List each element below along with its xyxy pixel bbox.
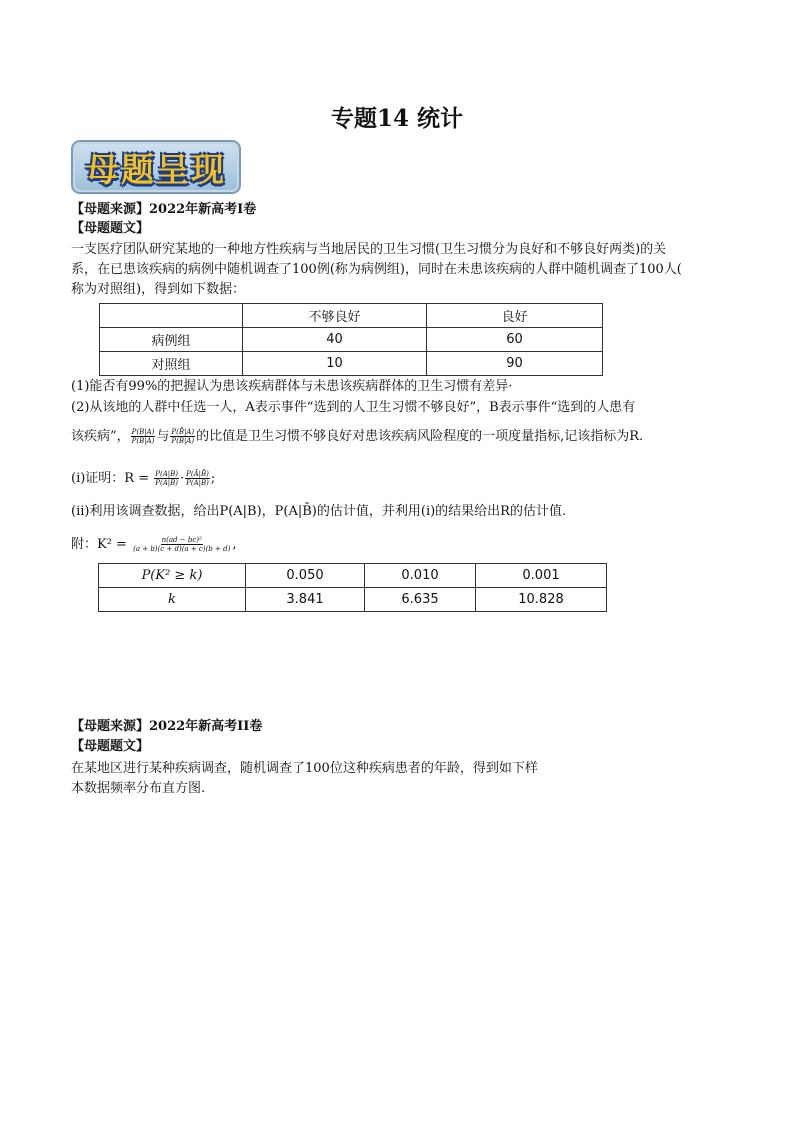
fraction-numerator: n(ad − bc)²: [161, 536, 202, 544]
table-cell: 对照组: [100, 352, 243, 376]
fraction-denominator: (a + b)(c + d)(a + c)(b + d): [133, 545, 231, 553]
paragraph-line: 称为对照组)，得到如下数据：: [71, 282, 246, 297]
table-cell: 6.635: [365, 588, 476, 612]
table-cell: P(K² ≥ k): [99, 564, 246, 588]
paragraph-line: 一支医疗团队研究某地的一种地方性疾病与当地居民的卫生习惯(卫生习惯分为良好和不够良好两类)的关: [71, 242, 667, 257]
fraction-pbbar: [170, 428, 195, 445]
problem-paragraph-1: [71, 240, 723, 300]
table-cell: 90: [427, 352, 603, 376]
fraction-k-squared: [132, 536, 231, 553]
table-header-cell: 良好: [427, 304, 603, 328]
k-critical-value-table: [98, 563, 607, 612]
question-2-line-1: (2)从该地的人群中任选一人，A表示事件“选到的人卫生习惯不够良好”，B表示事件“选到的人患有: [71, 400, 636, 415]
table-header-row: [100, 304, 603, 328]
multiply-dot: ·: [179, 471, 185, 486]
source-label-2: 【母题来源】2022年新高考II卷: [71, 719, 263, 734]
fraction-numerator: P(B̄|A): [171, 428, 195, 436]
table-cell: 0.050: [246, 564, 365, 588]
fraction-denominator: P(B̄|Ā): [171, 437, 195, 445]
table-cell: 3.841: [246, 588, 365, 612]
fraction-numerator: P(A|B): [155, 470, 178, 478]
table-cell: 10.828: [476, 588, 607, 612]
paragraph-line: 在某地区进行某种疾病调查，随机调查了100位这种疾病患者的年龄，得到如下样: [71, 761, 538, 776]
question-2-i: [71, 470, 731, 488]
section-banner: [71, 140, 241, 194]
table-row: [100, 352, 603, 376]
question-2-text: 的比值是卫生习惯不够良好对患该疾病风险程度的一项度量指标,记该指标为R.: [196, 429, 644, 444]
appendix-formula: [71, 536, 731, 554]
text-label-2: 【母题题文】: [71, 739, 150, 754]
question-2-line-2: [71, 428, 731, 446]
source-label-1: 【母题来源】2022年新高考I卷: [71, 202, 257, 217]
paragraph-line: 系，在已患该疾病的病例中随机调查了100例(称为病例组)，同时在未患该疾病的人群中随机调查了100人(: [71, 262, 682, 277]
fraction-pabbar: [185, 470, 210, 487]
appendix-end: ,: [232, 537, 237, 552]
question-2-i-end: ;: [210, 471, 216, 486]
question-2-i-prefix: (i)证明：R =: [71, 471, 154, 486]
paragraph-line: 本数据频率分布直方图.: [71, 781, 206, 796]
table-row: [100, 328, 603, 352]
table-cell: 0.001: [476, 564, 607, 588]
fraction-denominator: P(Ā|B): [155, 479, 178, 487]
survey-data-table: [99, 303, 603, 376]
table-cell: 60: [427, 328, 603, 352]
fraction-denominator: P(A|B̄): [186, 479, 209, 487]
fraction-numerator: P(Ā|B̄): [186, 470, 209, 478]
banner-text: 母题呈现: [86, 149, 226, 189]
fraction-pab: [154, 470, 179, 487]
table-cell: k: [99, 588, 246, 612]
table-row: [99, 588, 607, 612]
fraction-denominator: P(B|Ā): [131, 437, 155, 445]
table-header-cell: 不够良好: [243, 304, 427, 328]
table-row: [99, 564, 607, 588]
appendix-prefix: 附：K² =: [71, 537, 132, 552]
table-cell: 10: [243, 352, 427, 376]
table-cell: 40: [243, 328, 427, 352]
question-1: (1)能否有99%的把握认为患该疾病群体与未患该疾病群体的卫生习惯有差异·: [71, 379, 513, 394]
fraction-pba: [131, 428, 156, 445]
question-2-ii: (ii)利用该调查数据，给出P(A|B)，P(A|B̄)的估计值，并利用(i)的结果给出R的估计值.: [71, 504, 567, 519]
table-cell: 病例组: [100, 328, 243, 352]
fraction-numerator: P(B|A): [131, 428, 155, 436]
question-2-text: 与: [156, 429, 170, 444]
question-2-text: 该疾病”，: [71, 429, 130, 444]
table-cell: 0.010: [365, 564, 476, 588]
page-title: 专题14 统计: [330, 105, 463, 132]
table-header-cell: [100, 304, 243, 328]
problem-paragraph-2: [71, 759, 723, 799]
text-label-1: 【母题题文】: [71, 221, 150, 236]
